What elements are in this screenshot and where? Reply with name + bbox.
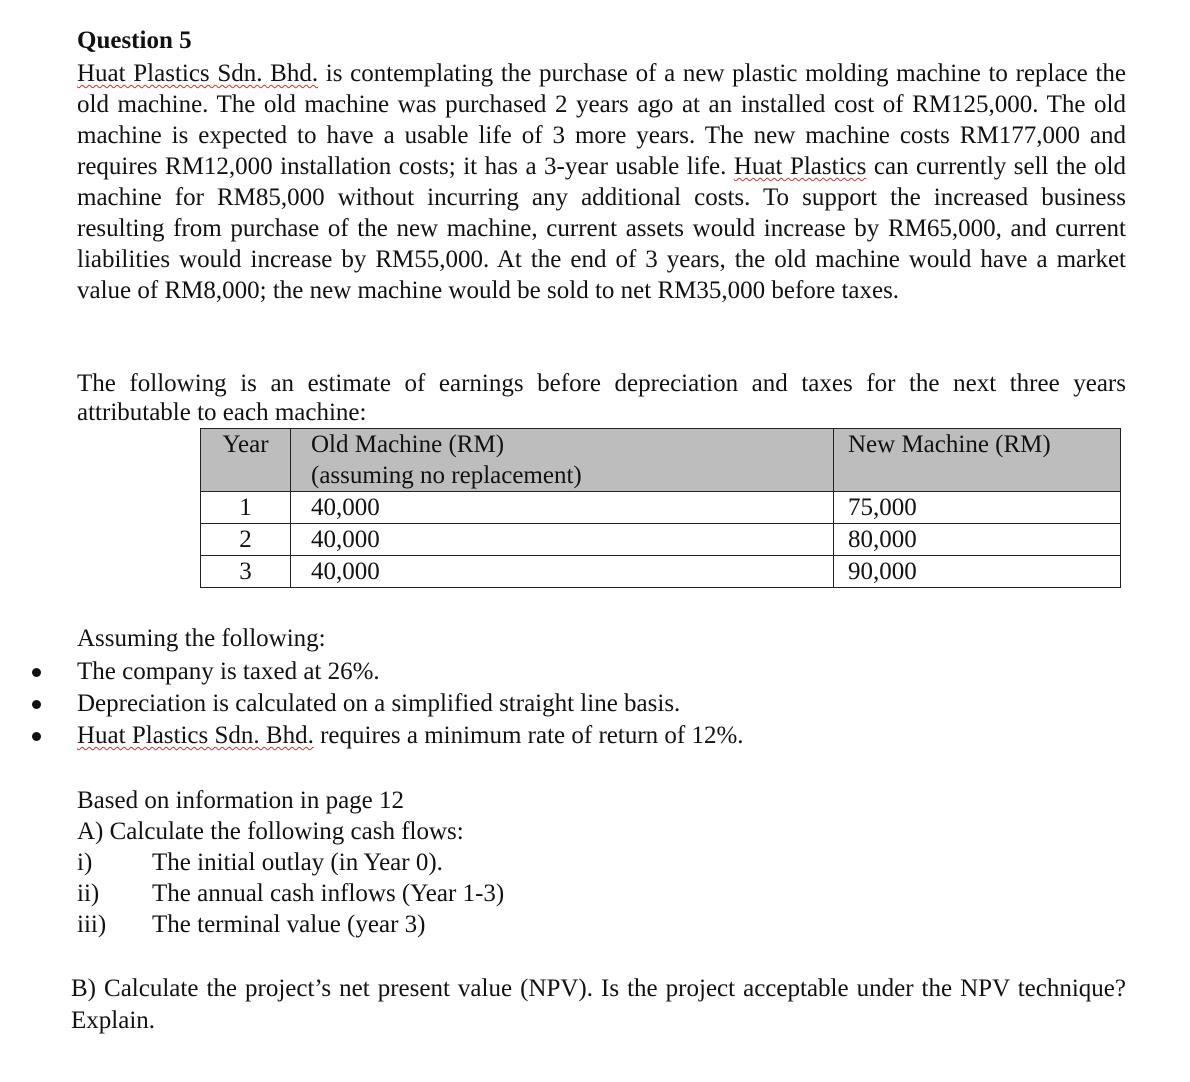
list-item [22,720,744,752]
item-text: The annual cash inflows (Year 1-3) [152,880,505,907]
list-item [22,656,744,688]
assumptions-list [22,656,744,752]
header-old-machine [291,429,834,492]
company-name: Huat Plastics Sdn. Bhd. [77,60,319,87]
header-new-machine: New Machine (RM) [834,429,1121,492]
assumptions-intro: Assuming the following: [77,625,326,652]
company-name-2: Huat Plastics [733,153,867,180]
question-title: Question 5 [77,27,192,54]
table-row [201,492,1121,524]
cell-new: 75,000 [834,492,1121,524]
list-item [22,688,744,720]
cell-old: 40,000 [291,492,834,524]
item-text: The terminal value (year 3) [152,911,426,938]
assumption-text: The company is taxed at 26%. [77,658,380,685]
cell-old: 40,000 [291,556,834,588]
header-old-line1: Old Machine (RM) [311,431,505,458]
bullet-icon [32,668,41,677]
cell-new: 90,000 [834,556,1121,588]
header-old-line2: (assuming no replacement) [311,462,582,489]
earnings-table [200,428,1121,588]
cell-new: 80,000 [834,524,1121,556]
cell-old: 40,000 [291,524,834,556]
paragraph-text-rest: can currently sell the old machine for RM85,000 without incurring any additional costs. To support the increased business resulting from purchase of the new machine, current assets would increase by RM65,000, and current liabilities would increase by RM55,000. At the end of 3 years, the old machine would have a market value of RM8,000; the new machine would be sold to net RM35,000 before taxes. [77,153,1126,304]
bullet-icon [32,732,41,741]
part-a [77,785,464,847]
cell-year: 3 [201,556,291,588]
company-name-3: Huat Plastics Sdn. Bhd. [77,722,314,749]
bullet-icon [32,700,41,709]
item-text: The initial outlay (in Year 0). [152,849,443,876]
based-on-text: Based on information in page 12 [77,787,405,814]
header-year: Year [201,429,291,492]
part-b: B) Calculate the project’s net present value (NPV). Is the project acceptable under the NPV technique? Explain. [71,975,1126,1034]
table-row [201,556,1121,588]
item-numeral: ii) [77,880,100,907]
cell-year: 1 [201,492,291,524]
part-a-prompt: A) Calculate the following cash flows: [77,818,464,845]
table-header-row [201,429,1121,492]
assumption-text: Depreciation is calculated on a simplified straight line basis. [77,690,681,717]
table-row [201,524,1121,556]
item-numeral: i) [77,849,93,876]
assumption-text: requires a minimum rate of return of 12%. [313,722,744,749]
estimate-intro: The following is an estimate of earnings before depreciation and taxes for the next three years attributable to each machine: [77,370,1126,426]
paragraph-text: is contemplating the purchase of a new plastic molding machine to replace the old machine. The old machine was purchased 2 years ago at an installed cost of RM125,000. The old machine is expected to have a usable life of 3 more years. The new machine costs RM177,000 and requires RM12,000 installation costs; it has a 3-year usable life. [77,60,1126,180]
question-paragraph [77,58,1126,306]
cell-year: 2 [201,524,291,556]
item-numeral: iii) [77,911,107,938]
